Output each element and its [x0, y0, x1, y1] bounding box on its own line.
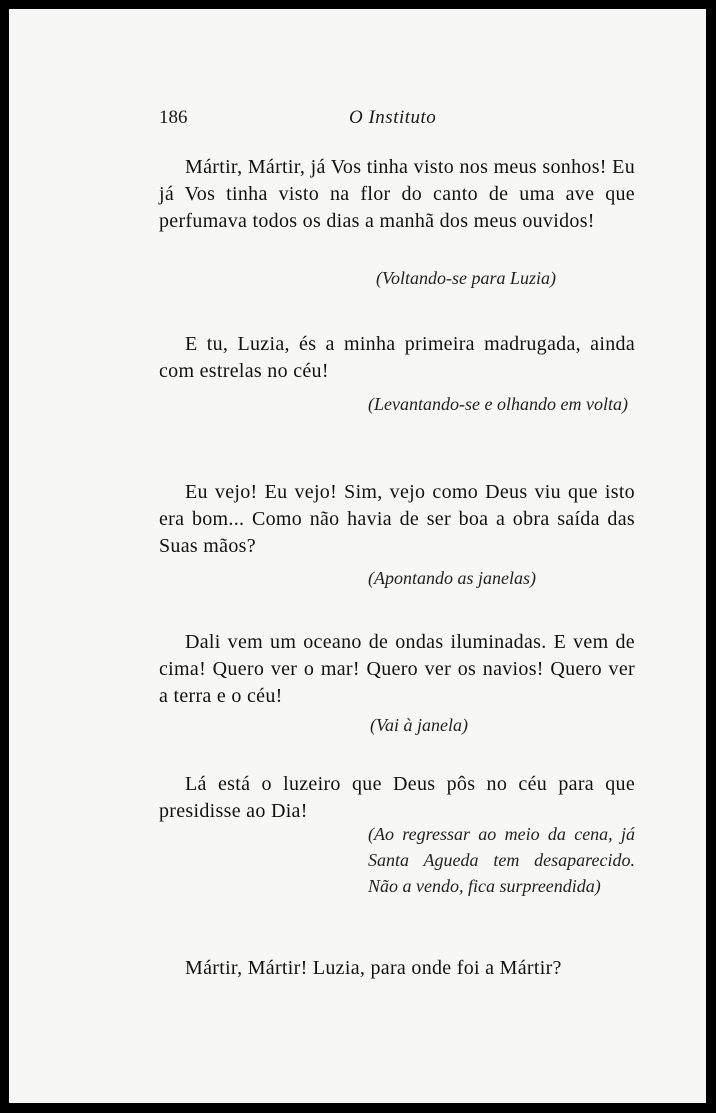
- book-page: [9, 9, 706, 1103]
- page-header: [159, 107, 634, 131]
- speech-paragraph: Eu vejo! Eu vejo! Sim, vejo como Deus viu que isto era bom... Como não havia de ser boa a obra saída das Suas mãos?: [159, 481, 635, 557]
- stage-direction: (Levantando-se e olhando em volta): [368, 394, 628, 414]
- stage-direction: (Ao regressar ao meio da cena, já Santa Agueda tem desaparecido. Não a vendo, fica surpreendida): [368, 824, 635, 896]
- page-number: 186: [159, 107, 188, 128]
- speech-paragraph: Lá está o luzeiro que Deus pôs no céu para que presidisse ao Dia!: [159, 773, 635, 822]
- speech-paragraph: Dali vem um oceano de ondas iluminadas. E vem de cima! Quero ver o mar! Quero ver os navios! Quero ver a terra e o céu!: [159, 631, 635, 707]
- speech-paragraph: Mártir, Mártir! Luzia, para onde foi a Mártir?: [185, 957, 562, 979]
- running-title: O Instituto: [349, 107, 437, 128]
- speech-paragraph: E tu, Luzia, és a minha primeira madrugada, ainda com estrelas no céu!: [159, 333, 635, 382]
- speech-paragraph: Mártir, Mártir, já Vos tinha visto nos meus sonhos! Eu já Vos tinha visto na flor do canto de uma ave que perfumava todos os dias a manhã dos meus ouvidos!: [159, 156, 635, 232]
- stage-direction: (Voltando-se para Luzia): [376, 268, 556, 288]
- stage-direction: (Vai à janela): [370, 715, 468, 735]
- stage-direction: (Apontando as janelas): [368, 568, 536, 588]
